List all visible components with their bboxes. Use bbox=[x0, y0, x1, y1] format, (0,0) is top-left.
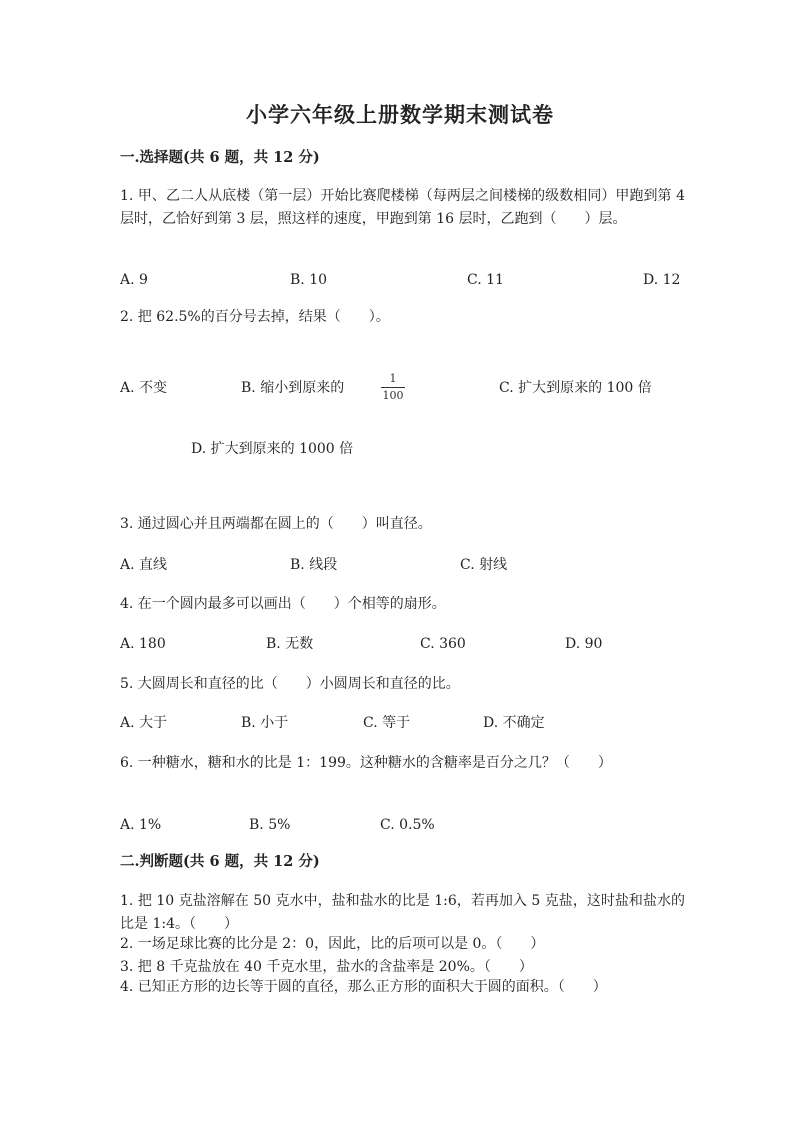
q6-option-a: A. 1% bbox=[120, 817, 162, 833]
section-heading-choice: 一.选择题(共 6 题，共 12 分) bbox=[120, 149, 320, 166]
q5-option-c: C. 等于 bbox=[363, 715, 411, 731]
section-heading-judgment: 二.判断题(共 6 题，共 12 分) bbox=[120, 853, 320, 870]
question-5-text: 5. 大圆周长和直径的比（ ）小圆周长和直径的比。 bbox=[120, 676, 460, 692]
judgment-question-2: 2. 一场足球比赛的比分是 2：0，因此，比的后项可以是 0。（ ） bbox=[120, 936, 545, 952]
question-4-text: 4. 在一个圆内最多可以画出（ ）个相等的扇形。 bbox=[120, 596, 446, 612]
question-3-text: 3. 通过圆心并且两端都在圆上的（ ）叫直径。 bbox=[120, 516, 432, 532]
q1-option-c: C. 11 bbox=[467, 272, 504, 288]
q4-option-d: D. 90 bbox=[565, 636, 603, 652]
q2-option-d: D. 扩大到原来的 1000 倍 bbox=[191, 441, 354, 457]
fraction-bar bbox=[381, 387, 405, 388]
fraction-numerator: 1 bbox=[389, 372, 397, 385]
judgment-question-3: 3. 把 8 千克盐放在 40 千克水里，盐水的含盐率是 20%。（ ） bbox=[120, 959, 533, 975]
fraction-denominator: 100 bbox=[382, 389, 404, 402]
q6-option-c: C. 0.5% bbox=[380, 817, 435, 833]
q3-option-b: B. 线段 bbox=[290, 557, 338, 573]
q4-option-b: B. 无数 bbox=[266, 636, 314, 652]
q4-option-c: C. 360 bbox=[420, 636, 466, 652]
question-6-text: 6. 一种糖水，糖和水的比是 1：199。这种糖水的含糖率是百分之几？（ ） bbox=[120, 755, 612, 771]
page-title: 小学六年级上册数学期末测试卷 bbox=[246, 102, 554, 127]
question-1-text: 1. 甲、乙二人从底楼（第一层）开始比赛爬楼梯（每两层之间楼梯的级数相同）甲跑到第 4 层时，乙恰好到第 3 层，照这样的速度，甲跑到第 16 层时，乙跑到（ ）层。 bbox=[120, 188, 685, 227]
q5-option-b: B. 小于 bbox=[241, 715, 289, 731]
q3-option-a: A. 直线 bbox=[120, 557, 168, 573]
q1-option-d: D. 12 bbox=[643, 272, 681, 288]
q2-option-b: B. 缩小到原来的 bbox=[241, 380, 345, 396]
q2-option-a: A. 不变 bbox=[120, 380, 168, 396]
fraction-one-hundredth bbox=[381, 372, 405, 403]
question-2-text: 2. 把 62.5%的百分号去掉，结果（ ）。 bbox=[120, 309, 390, 325]
q2-option-c: C. 扩大到原来的 100 倍 bbox=[499, 380, 652, 396]
q1-option-b: B. 10 bbox=[290, 272, 328, 288]
judgment-question-4: 4. 已知正方形的边长等于圆的直径，那么正方形的面积大于圆的面积。（ ） bbox=[120, 979, 607, 995]
q1-option-a: A. 9 bbox=[120, 272, 148, 288]
judgment-question-1: 1. 把 10 克盐溶解在 50 克水中，盐和盐水的比是 1:6，若再加入 5 克盐，这时盐和盐水的比是 1:4。（ ） bbox=[120, 893, 685, 932]
q5-option-d: D. 不确定 bbox=[483, 715, 545, 731]
q5-option-a: A. 大于 bbox=[120, 715, 168, 731]
q6-option-b: B. 5% bbox=[249, 817, 291, 833]
q3-option-c: C. 射线 bbox=[460, 557, 508, 573]
q4-option-a: A. 180 bbox=[120, 636, 166, 652]
